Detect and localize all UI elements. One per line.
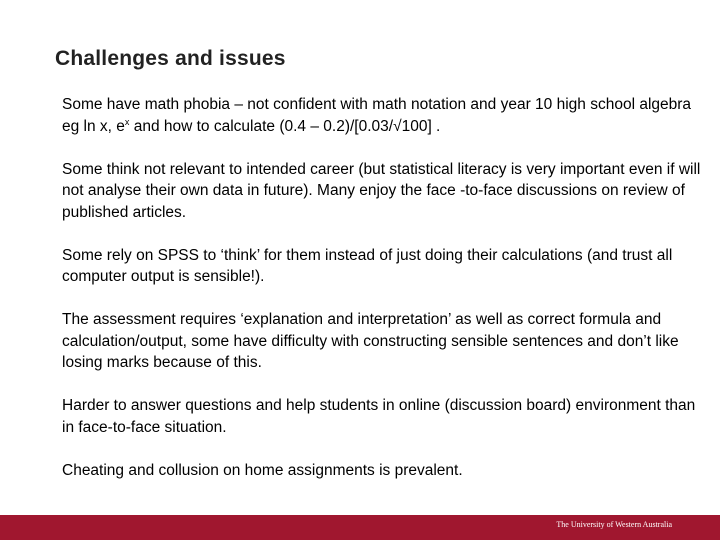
paragraph-text-continued: and how to calculate (0.4 – 0.2)/[0.03/√100] . <box>129 117 441 135</box>
paragraph-text: Some have math phobia – not confident with math notation and year 10 high school algebra eg ln x, e <box>62 96 692 135</box>
paragraph-text: The assessment requires ‘explanation and interpretation’ as well as correct formula and calculation/output, some have difficulty with constructing sensible sentences and don’t like losing marks because of this. <box>62 311 679 371</box>
slide-body <box>62 94 702 503</box>
superscript-x: x <box>124 116 130 127</box>
slide-title: Challenges and issues <box>55 47 286 70</box>
paragraph-cheating <box>62 460 702 482</box>
paragraph-math-phobia <box>62 94 702 137</box>
footer-university-name: The University of Western Australia <box>556 520 672 529</box>
paragraph-online <box>62 395 702 438</box>
paragraph-assessment <box>62 309 702 374</box>
paragraph-text: Some rely on SPSS to ‘think’ for them instead of just doing their calculations (and trust all computer output is sensible!). <box>62 246 673 285</box>
paragraph-text: Harder to answer questions and help students in online (discussion board) environment than in face-to-face situation. <box>62 397 696 436</box>
paragraph-spss <box>62 245 702 288</box>
footer-bar <box>0 515 720 540</box>
paragraph-text: Some think not relevant to intended career (but statistical literacy is very important even if will not analyse their own data in future). Many enjoy the face -to-face discussions on review of published articles. <box>62 160 701 221</box>
paragraph-not-relevant <box>62 159 702 224</box>
paragraph-text: Cheating and collusion on home assignments is prevalent. <box>62 461 463 479</box>
